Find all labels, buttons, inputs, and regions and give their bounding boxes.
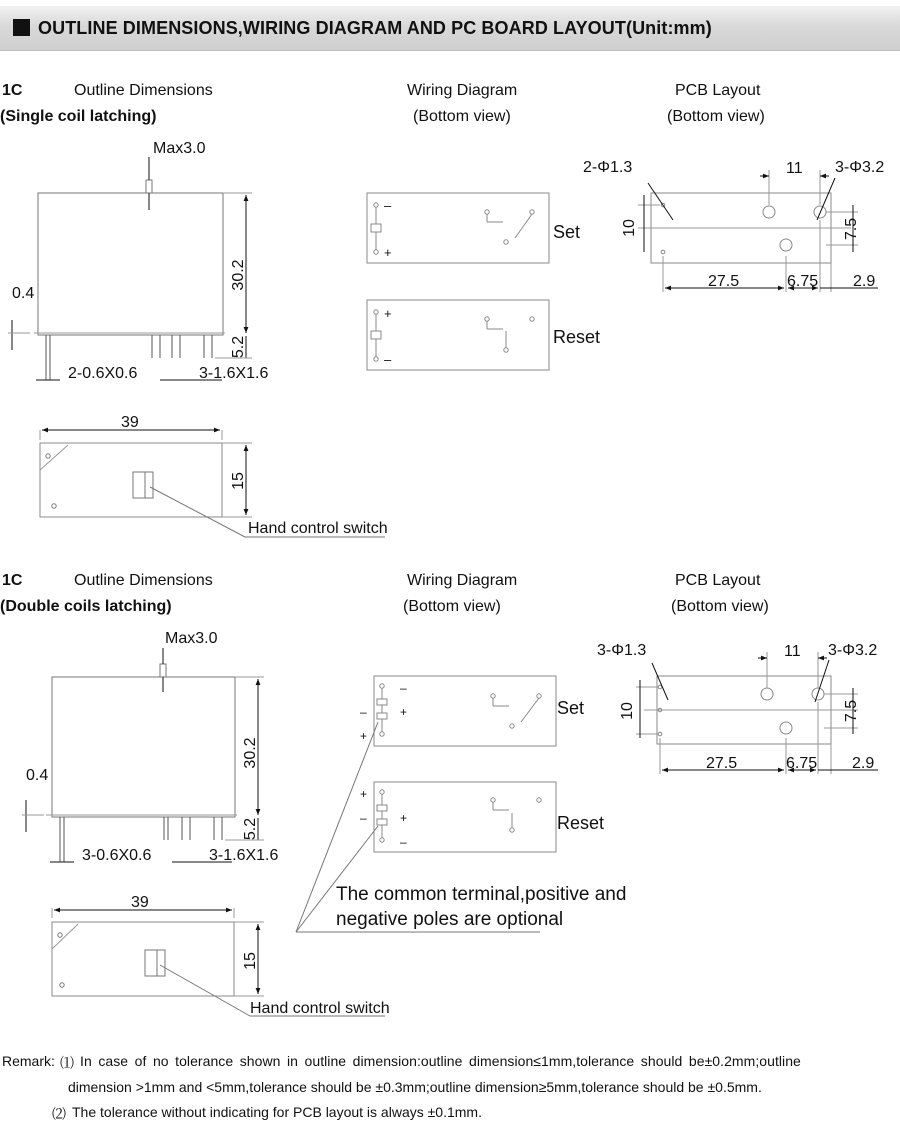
- remark-line-1b: dimension >1mm and <5mm,tolerance should be ±0.3mm;outline dimension≥5mm,tolerance should be ±0.5mm.: [68, 1079, 762, 1095]
- s2-reset-plus-left: +: [360, 787, 368, 801]
- s2-set-minus-left: –: [360, 705, 367, 719]
- s1-reset-bottom-pole: –: [384, 352, 392, 367]
- s2-pcb-d27-5: 27.5: [706, 755, 738, 772]
- header-title: OUTLINE DIMENSIONS,WIRING DIAGRAM AND PC BOARD LAYOUT(Unit:mm): [38, 18, 712, 38]
- s2-reset-label: Reset: [557, 813, 605, 833]
- s1-dim-pins-small: 2-0.6X0.6: [68, 365, 138, 382]
- remark-line-2: The tolerance without indicating for PCB layout is always ±0.1mm.: [72, 1104, 482, 1120]
- s2-set-label: Set: [557, 698, 585, 718]
- s2-dim-pin-length: 5.2: [242, 817, 259, 841]
- s1-pcb-layout: [638, 170, 878, 292]
- s2-dim-pins-large: 3-1.6X1.6: [209, 847, 279, 864]
- s1-pcb-large-holes: 3-Φ3.2: [835, 159, 885, 176]
- s2-dim-pin-protrusion: 0.4: [26, 767, 49, 784]
- s2-outline-label: Outline Dimensions: [74, 572, 213, 589]
- s2-hand-switch-label: Hand control switch: [250, 1000, 390, 1017]
- s2-dim-length: 39: [131, 894, 149, 911]
- s2-dim-width: 15: [242, 952, 259, 970]
- s1-dim-width: 15: [230, 472, 247, 490]
- s1-pcb-d10: 10: [621, 219, 638, 237]
- s1-dim-height: 30.2: [230, 259, 247, 291]
- s1-dim-max: Max3.0: [153, 140, 206, 157]
- s1-set-top-pole: –: [384, 198, 392, 213]
- s1-set-label: Set: [553, 222, 581, 242]
- s2-pcb-view: (Bottom view): [671, 598, 769, 615]
- s1-subtitle: (Single coil latching): [0, 108, 157, 125]
- s1-pcb-label: PCB Layout: [675, 82, 761, 99]
- s2-type-code: 1C: [2, 572, 23, 589]
- s2-pcb-d2-9: 2.9: [852, 755, 875, 772]
- s2-wiring-label: Wiring Diagram: [407, 572, 518, 589]
- s2-outline-side-view: [22, 648, 264, 862]
- s1-dim-pin-length: 5.2: [230, 335, 247, 359]
- s1-outline-side-view: [8, 157, 252, 380]
- s1-hand-switch-label: Hand control switch: [248, 520, 388, 537]
- s1-reset-top-pole: +: [384, 306, 392, 321]
- remark-line-1: In case of no tolerance shown in outline dimension:outline dimension≤1mm,tolerance should be±0.2mm;outline: [80, 1053, 801, 1069]
- s2-dim-height: 30.2: [242, 737, 259, 769]
- s2-note-line1: The common terminal,positive and: [336, 884, 627, 905]
- remark-prefix: Remark:: [2, 1053, 55, 1069]
- s1-wiring-label: Wiring Diagram: [407, 82, 518, 99]
- s2-dim-max: Max3.0: [165, 630, 218, 647]
- s1-dim-pins-large: 3-1.6X1.6: [199, 365, 269, 382]
- s2-reset-minus-bottom: –: [400, 835, 407, 849]
- s2-subtitle: (Double coils latching): [0, 598, 172, 615]
- s1-wiring-set: [367, 193, 549, 263]
- s2-set-plus-right: +: [400, 705, 408, 719]
- s2-pcb-d11: 11: [784, 643, 801, 660]
- s2-pcb-d6-75: 6.75: [786, 755, 818, 772]
- s1-pcb-d2-9: 2.9: [853, 273, 876, 290]
- s1-dim-length: 39: [121, 414, 139, 431]
- s1-pcb-d11: 11: [786, 160, 803, 177]
- s2-dim-pins-small: 3-0.6X0.6: [82, 847, 152, 864]
- s2-reset-plus-right: +: [400, 811, 408, 825]
- remark-number-1: ⑴: [60, 1055, 74, 1071]
- s2-note-line2: negative poles are optional: [336, 909, 564, 930]
- s1-type-code: 1C: [2, 82, 23, 99]
- s2-pcb-large-holes: 3-Φ3.2: [828, 642, 878, 659]
- s2-pcb-label: PCB Layout: [675, 572, 761, 589]
- s1-wiring-reset: [367, 300, 549, 370]
- s1-set-bottom-pole: +: [384, 245, 392, 260]
- s2-pcb-small-holes: 3-Φ1.3: [597, 642, 647, 659]
- s1-pcb-small-holes: 2-Φ1.3: [583, 159, 633, 176]
- s2-set-minus-top: –: [400, 681, 407, 695]
- s2-pcb-d7-5: 7.5: [843, 699, 860, 723]
- s2-wiring-view: (Bottom view): [403, 598, 501, 615]
- s2-pcb-d10: 10: [619, 702, 636, 720]
- s1-pcb-d6-75: 6.75: [787, 273, 819, 290]
- s2-set-plus-left: +: [360, 729, 368, 743]
- s1-reset-label: Reset: [553, 327, 601, 347]
- s1-pcb-d7-5: 7.5: [843, 217, 860, 241]
- s2-reset-minus-left: –: [360, 811, 367, 825]
- s1-wiring-view: (Bottom view): [413, 108, 511, 125]
- s2-pcb-layout: [636, 652, 878, 774]
- remark-number-2: ⑵: [52, 1106, 66, 1122]
- s1-outline-label: Outline Dimensions: [74, 82, 213, 99]
- s1-pcb-d27-5: 27.5: [708, 273, 740, 290]
- s1-pcb-view: (Bottom view): [667, 108, 765, 125]
- s1-dim-pin-protrusion: 0.4: [12, 285, 35, 302]
